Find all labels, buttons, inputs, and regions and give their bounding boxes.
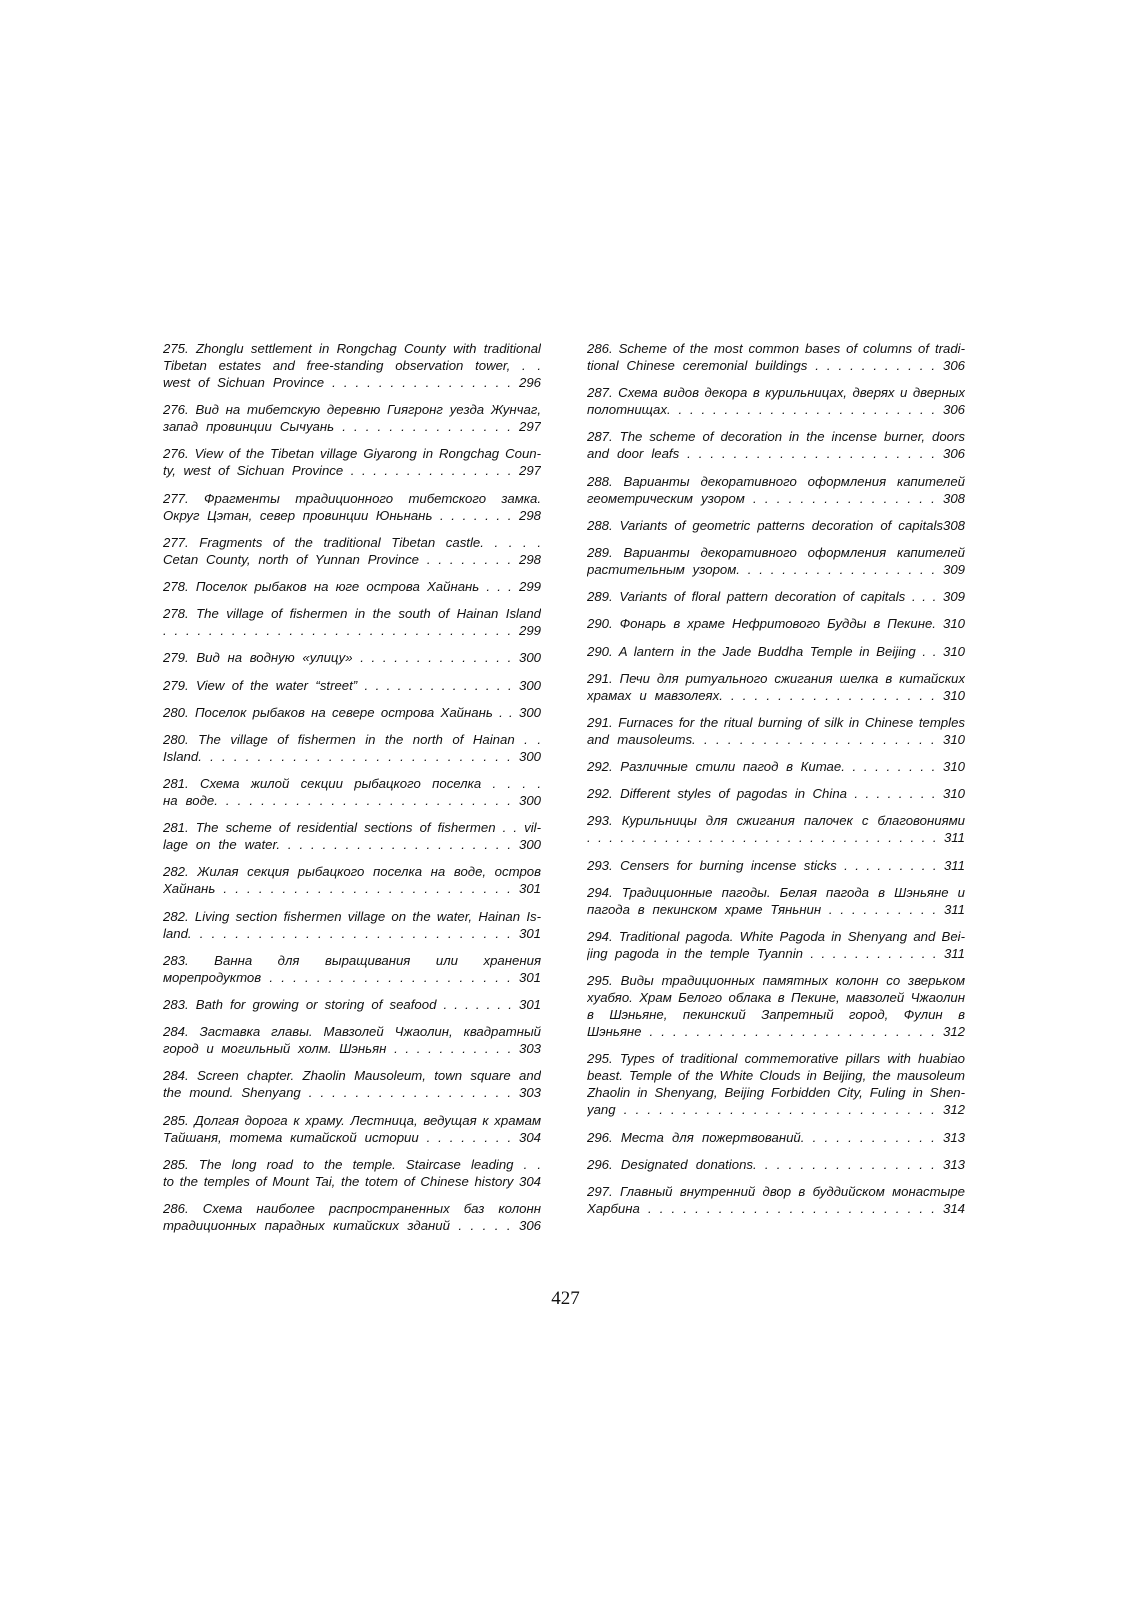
- toc-entry: [587, 588, 965, 605]
- toc-entry: [163, 677, 541, 694]
- toc-entry: [163, 340, 541, 391]
- toc-entry-line: to the temples of Mount Tai, the totem of Chinese history 304: [163, 1173, 541, 1189]
- toc-entry-line: Island. . . . . . . . . . . . . . . . . . . . . . . . . . . 300: [163, 748, 541, 764]
- toc-entry-line: 276. Вид на тибетскую деревню Гиягронг уезда Жунчаг,: [163, 402, 541, 418]
- toc-entry-line: 295. Виды традиционных памятных колонн со зверьком: [587, 973, 965, 989]
- toc-entry: [163, 1112, 541, 1146]
- toc-entry-line: хуабяо. Храм Белого облака в Пекине, мавзолей Чжаолин: [587, 990, 965, 1006]
- toc-entry-line: 290. Фонарь в храме Нефритового Будды в Пекине. 310: [587, 616, 965, 632]
- toc-entry-line: and mausoleums. . . . . . . . . . . . . . . . . . . . . 310: [587, 731, 965, 747]
- toc-entry: [163, 401, 541, 435]
- toc-entry-line: Zhaolin in Shenyang, Beijing Forbidden City, Fuling in Shen-: [587, 1085, 965, 1101]
- toc-entry: [587, 517, 965, 534]
- toc-entry: [587, 1156, 965, 1173]
- toc-entry-line: 286. Схема наиболее распространенных баз колонн: [163, 1200, 541, 1216]
- toc-entry: [163, 1200, 541, 1234]
- toc-entry-line: 288. Варианты декоративного оформления капителей: [587, 473, 965, 489]
- toc-entry: [163, 863, 541, 897]
- toc-entry-line: west of Sichuan Province . . . . . . . . . . . . . . . . 296: [163, 375, 541, 390]
- toc-entry-line: 283. Ванна для выращивания или хранения: [163, 952, 541, 968]
- toc-entry-line: and door leafs . . . . . . . . . . . . . . . . . . . . . . 306: [587, 446, 965, 462]
- toc-entry-line: 279. View of the water “street” . . . . . . . . . . . . . . 300: [163, 677, 541, 693]
- toc-entry-line: 292. Different styles of pagodas in China . . . . . . . . 310: [587, 786, 965, 802]
- toc-entry: [163, 649, 541, 666]
- toc-entry-line: 282. Living section fishermen village on the water, Hainan Is-: [163, 908, 541, 924]
- toc-entry-line: 294. Traditional pagoda. White Pagoda in Shenyang and Bei-: [587, 929, 965, 944]
- toc-entry-line: 276. View of the Tibetan village Giyarong in Rongchag Coun-: [163, 446, 541, 462]
- toc-entry-line: 293. Курильницы для сжигания палочек с благовониями: [587, 813, 965, 829]
- toc-entry-line: 284. Screen chapter. Zhaolin Mausoleum, town square and: [163, 1068, 541, 1084]
- toc-entry-line: Округ Цэтан, север провинции Юньнань . . . . . . . 298: [163, 507, 541, 523]
- toc-entry: [587, 428, 965, 462]
- toc-entry: [163, 704, 541, 721]
- toc-entry: [587, 670, 965, 704]
- toc-entry-line: 297. Главный внутренний двор в буддийском монастыре: [587, 1183, 965, 1199]
- toc-entry: [163, 1067, 541, 1101]
- toc-entry-line: ty, west of Sichuan Province . . . . . . . . . . . . . . . 297: [163, 463, 541, 479]
- toc-entry-line: 292. Различные стили пагод в Китае. . . . . . . . . 310: [587, 759, 965, 775]
- toc-entry-line: 288. Variants of geometric patterns decoration of capitals308: [587, 517, 965, 533]
- toc-entry-line: tional Chinese ceremonial buildings . . . . . . . . . . . 306: [587, 358, 965, 373]
- toc-entry-line: 285. The long road to the temple. Staircase leading . .: [163, 1156, 541, 1172]
- toc-entry-line: Хайнань . . . . . . . . . . . . . . . . . . . . . . . . . 301: [163, 881, 541, 897]
- toc-entry-line: the mound. Shenyang . . . . . . . . . . . . . . . . . . 303: [163, 1085, 541, 1101]
- toc-entry-line: 281. Схема жилой секции рыбацкого поселка . . . .: [163, 776, 541, 792]
- toc-entry: [587, 340, 965, 374]
- toc-entry-line: 277. Фрагменты традиционного тибетского замка.: [163, 490, 541, 506]
- toc-entry: [163, 605, 541, 639]
- toc-entry-line: 290. A lantern in the Jade Buddha Temple in Beijing . . 310: [587, 643, 965, 659]
- toc-entry-line: растительным узором. . . . . . . . . . . . . . . . . . 309: [587, 561, 965, 577]
- toc-entry-line: 284. Заставка главы. Мавзолей Чжаолин, квадратный: [163, 1024, 541, 1040]
- toc-entry: [163, 819, 541, 853]
- toc-entry: [163, 578, 541, 595]
- toc-entry-line: 291. Печи для ритуального сжигания шелка в китайских: [587, 670, 965, 686]
- toc-entry: [587, 544, 965, 578]
- toc-entry: [587, 643, 965, 660]
- toc-entry: [163, 952, 541, 986]
- toc-entry-line: город и могильный холм. Шэньян . . . . . . . . . . . 303: [163, 1041, 541, 1057]
- toc-entry-line: 293. Censers for burning incense sticks . . . . . . . . . 311: [587, 857, 965, 873]
- toc-entry: [587, 812, 965, 846]
- toc-entry-line: пагода в пекинском храме Тяньнин . . . . . . . . . . 311: [587, 901, 965, 917]
- page-number: 427: [551, 1288, 580, 1309]
- toc-entry-line: 281. The scheme of residential sections of fishermen . . vil-: [163, 820, 541, 836]
- toc-entry-line: 287. The scheme of decoration in the incense burner, doors: [587, 429, 965, 445]
- toc-entry: [587, 884, 965, 918]
- toc-entry-line: 286. Scheme of the most common bases of columns of tradi-: [587, 341, 965, 356]
- toc-entry: [163, 1023, 541, 1057]
- toc-entry: [163, 534, 541, 568]
- toc-entry-line: 285. Долгая дорога к храму. Лестница, ведущая к храмам: [163, 1112, 541, 1128]
- toc-entry-line: полотнищах. . . . . . . . . . . . . . . . . . . . . . . . 306: [587, 402, 965, 418]
- toc-entry-line: . . . . . . . . . . . . . . . . . . . . . . . . . . . . . . . 299: [163, 623, 541, 639]
- toc-entry-line: храмах и мавзолеях. . . . . . . . . . . . . . . . . . . 310: [587, 687, 965, 703]
- toc-entry-line: 280. Поселок рыбаков на севере острова Хайнань . . 300: [163, 704, 541, 720]
- toc-column-left: [163, 340, 541, 1244]
- toc-entry-line: 287. Схема видов декора в курильницах, дверях и дверных: [587, 385, 965, 401]
- toc-entry-line: land. . . . . . . . . . . . . . . . . . . . . . . . . . . . 301: [163, 925, 541, 941]
- toc-entry-line: 282. Жилая секция рыбацкого поселка на воде, остров: [163, 864, 541, 880]
- toc-entry-line: на воде. . . . . . . . . . . . . . . . . . . . . . . . . . 300: [163, 793, 541, 809]
- toc-entry-line: 289. Variants of floral pattern decoration of capitals . . . 309: [587, 589, 965, 605]
- toc-entry-line: 277. Fragments of the traditional Tibetan castle. . . . .: [163, 534, 541, 550]
- toc-entry-line: . . . . . . . . . . . . . . . . . . . . . . . . . . . . . . . . 311: [587, 830, 965, 846]
- toc-entry-line: запад провинции Сычуань . . . . . . . . . . . . . . . 297: [163, 419, 541, 435]
- toc-entry-line: традиционных парадных китайских зданий . . . . . 306: [163, 1217, 541, 1233]
- toc-entry: [587, 928, 965, 962]
- toc-entry: [163, 445, 541, 479]
- toc-entry-line: yang . . . . . . . . . . . . . . . . . . . . . . . . . . . 312: [587, 1102, 965, 1118]
- toc-entry-line: 275. Zhonglu settlement in Rongchag County with traditional: [163, 341, 541, 356]
- toc-entry: [587, 1050, 965, 1118]
- toc-entry-line: 278. The village of fishermen in the south of Hainan Island: [163, 606, 541, 622]
- toc-entry-line: Тайшаня, тотема китайской истории . . . . . . . . 304: [163, 1129, 541, 1145]
- toc-entry-line: 283. Bath for growing or storing of seafood . . . . . . . 301: [163, 997, 541, 1012]
- toc-entry-line: Tibetan estates and free-standing observation tower, . .: [163, 358, 541, 373]
- toc-entry: [587, 384, 965, 418]
- toc-entry-line: морепродуктов . . . . . . . . . . . . . . . . . . . . . 301: [163, 969, 541, 985]
- toc-column-right: [587, 340, 965, 1227]
- toc-entry: [163, 908, 541, 942]
- toc-entry: [163, 775, 541, 809]
- toc-entry-line: lage on the water. . . . . . . . . . . . . . . . . . . . . 300: [163, 837, 541, 853]
- toc-entry-line: jing pagoda in the temple Tyannin . . . . . . . . . . . . 311: [587, 946, 965, 961]
- toc-entry: [587, 785, 965, 802]
- toc-entry-line: 295. Types of traditional commemorative pillars with huabiao: [587, 1051, 965, 1067]
- toc-entry: [587, 473, 965, 507]
- toc-entry: [587, 714, 965, 748]
- toc-entry: [587, 1183, 965, 1217]
- toc-entry-line: 279. Вид на водную «улицу» . . . . . . . . . . . . . . 300: [163, 650, 541, 666]
- toc-entry-line: геометрическим узором . . . . . . . . . . . . . . . . 308: [587, 490, 965, 506]
- toc-entry: [587, 615, 965, 632]
- toc-entry: [587, 857, 965, 874]
- toc-entry-line: Харбина . . . . . . . . . . . . . . . . . . . . . . . . . 314: [587, 1200, 965, 1216]
- toc-entry-line: Cetan County, north of Yunnan Province . . . . . . . . 298: [163, 551, 541, 567]
- toc-entry: [163, 996, 541, 1013]
- toc-entry-line: beast. Temple of the White Clouds in Beijing, the mausoleum: [587, 1068, 965, 1084]
- toc-entry-line: 291. Furnaces for the ritual burning of silk in Chinese temples: [587, 714, 965, 730]
- toc-entry: [587, 972, 965, 1040]
- toc-entry-line: Шэньяне . . . . . . . . . . . . . . . . . . . . . . . . . 312: [587, 1024, 965, 1040]
- toc-entry-line: 294. Традиционные пагоды. Белая пагода в Шэньяне и: [587, 884, 965, 900]
- toc-entry: [163, 731, 541, 765]
- toc-entry: [163, 1156, 541, 1190]
- toc-entry: [587, 758, 965, 775]
- toc-entry-line: 289. Варианты декоративного оформления капителей: [587, 544, 965, 560]
- toc-entry-line: в Шэньяне, пекинский Запретный город, Фулин в: [587, 1007, 965, 1023]
- toc-entry: [163, 490, 541, 524]
- toc-entry-line: 296. Места для пожертвований. . . . . . . . . . . . 313: [587, 1129, 965, 1145]
- toc-entry-line: 278. Поселок рыбаков на юге острова Хайнань . . . 299: [163, 578, 541, 594]
- toc-entry: [587, 1129, 965, 1146]
- toc-entry-line: 296. Designated donations. . . . . . . . . . . . . . . . 313: [587, 1156, 965, 1172]
- toc-entry-line: 280. The village of fishermen in the north of Hainan . .: [163, 731, 541, 747]
